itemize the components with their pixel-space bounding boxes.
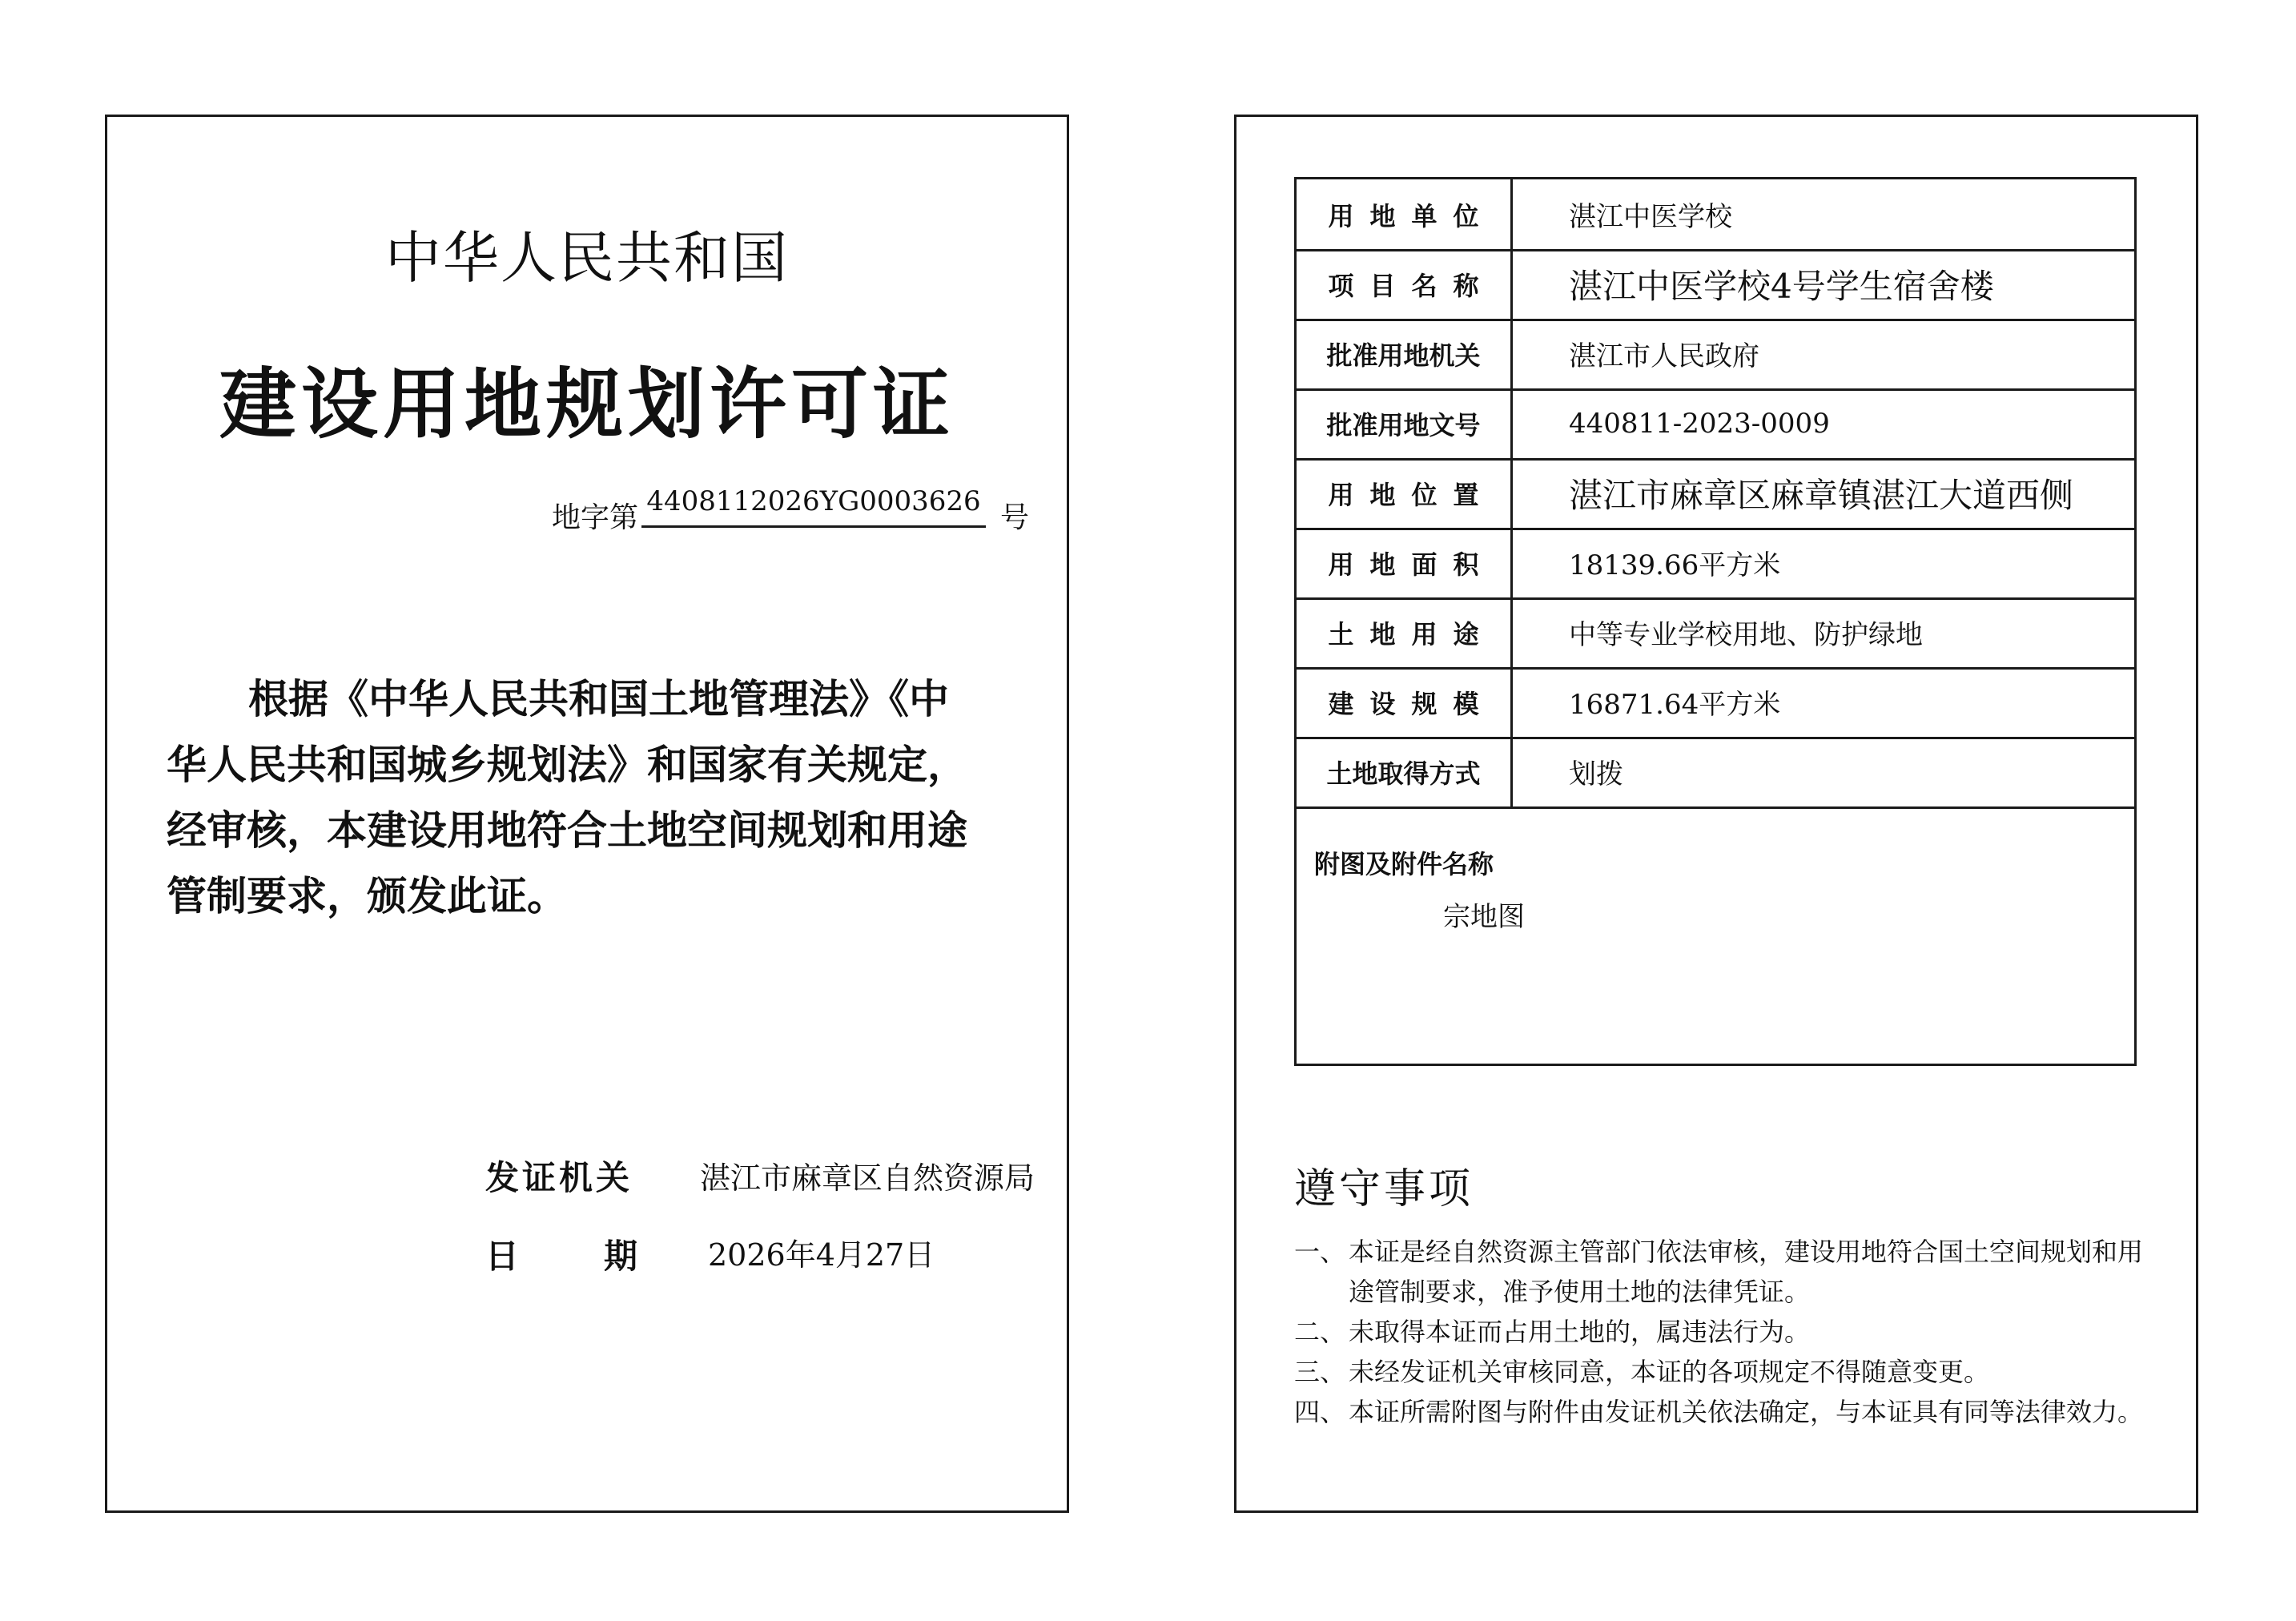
row-value: 湛江市人民政府 [1569,340,1759,372]
row-value: 划拨 [1569,758,1623,790]
date-value: 2026年4月27日 [708,1237,935,1273]
note-text: 本证所需附图与附件由发证机关依法确定，与本证具有同等法律效力。 [1349,1397,2144,1427]
table-row [1297,388,2134,461]
note-text: 未经发证机关审核同意，本证的各项规定不得随意变更。 [1349,1357,1990,1387]
date-label-char-1: 日 [485,1237,520,1276]
certificate-front-panel [105,115,1069,1513]
notes-title: 遵守事项 [1294,1165,1474,1213]
row-value: 440811-2023-0009 [1569,407,1830,440]
row-label: 土地取得方式 [1297,737,1513,806]
table-row [1297,249,2134,321]
table-row [1297,737,2134,809]
row-value: 湛江中医学校 [1569,201,1732,233]
certificate-number-suffix: 号 [1000,501,1030,534]
certificate-detail-panel [1234,115,2198,1513]
row-value: 18139.66平方米 [1569,549,1781,581]
table-row [1297,597,2134,670]
list-item [1294,1312,2151,1352]
table-row [1297,528,2134,600]
issuer-value: 湛江市麻章区自然资源局 [700,1160,1035,1196]
date-label-char-2: 期 [603,1237,637,1276]
row-label: 批准用地机关 [1297,319,1513,388]
note-number: 四、 [1294,1397,1346,1427]
note-text: 本证是经自然资源主管部门依法审核，建设用地符合国土空间规划和用途管制要求，准予使用土地的法律凭证。 [1349,1237,2144,1307]
attachment-item: 宗地图 [1443,901,1525,933]
row-label: 土地用途 [1297,597,1513,667]
table-row [1297,179,2134,251]
country-name: 中华人民共和国 [385,225,789,291]
note-number: 一、 [1294,1237,1346,1267]
row-label: 用地面积 [1297,528,1513,597]
note-number: 二、 [1294,1317,1346,1347]
body-line-2: 华人民共和国城乡规划法》和国家有关规定， [167,742,967,788]
row-value: 16871.64平方米 [1569,689,1781,721]
row-label: 批准用地文号 [1297,388,1513,458]
row-label: 用地位置 [1297,458,1513,528]
list-item [1294,1352,2151,1392]
table-row [1297,319,2134,391]
land-info-table [1294,177,2137,1066]
certificate-number [552,479,1056,535]
attachment-label: 附图及附件名称 [1314,849,1494,879]
certificate-number-prefix: 地字第 [552,501,639,534]
row-value: 中等专业学校用地、防护绿地 [1569,619,1923,651]
note-text: 未取得本证而占用土地的，属违法行为。 [1349,1317,1811,1347]
date-label [485,1230,637,1278]
body-line-3: 经审核，本建设用地符合土地空间规划和用途 [167,807,967,854]
certificate-number-value: 4408112026YG0003626 [641,485,986,528]
list-item [1294,1232,2151,1312]
row-label: 用地单位 [1297,179,1513,249]
row-value: 湛江市麻章区麻章镇湛江大道西侧 [1569,475,2074,515]
certificate-title: 建设用地规划许可证 [219,360,955,449]
certificate-body-text [167,666,1015,929]
table-row [1297,458,2134,530]
issuer-label: 发证机关 [485,1158,633,1197]
notes-list [1294,1232,2151,1432]
body-line-4: 管制要求，颁发此证。 [167,873,567,919]
row-value: 湛江中医学校4号学生宿舍楼 [1569,266,1994,306]
body-line-1: 根据《中华人民共和国土地管理法》《中 [248,676,949,722]
list-item [1294,1392,2151,1432]
table-row [1297,667,2134,739]
row-label: 建设规模 [1297,667,1513,737]
note-number: 三、 [1294,1357,1346,1387]
row-label: 项目名称 [1297,249,1513,319]
